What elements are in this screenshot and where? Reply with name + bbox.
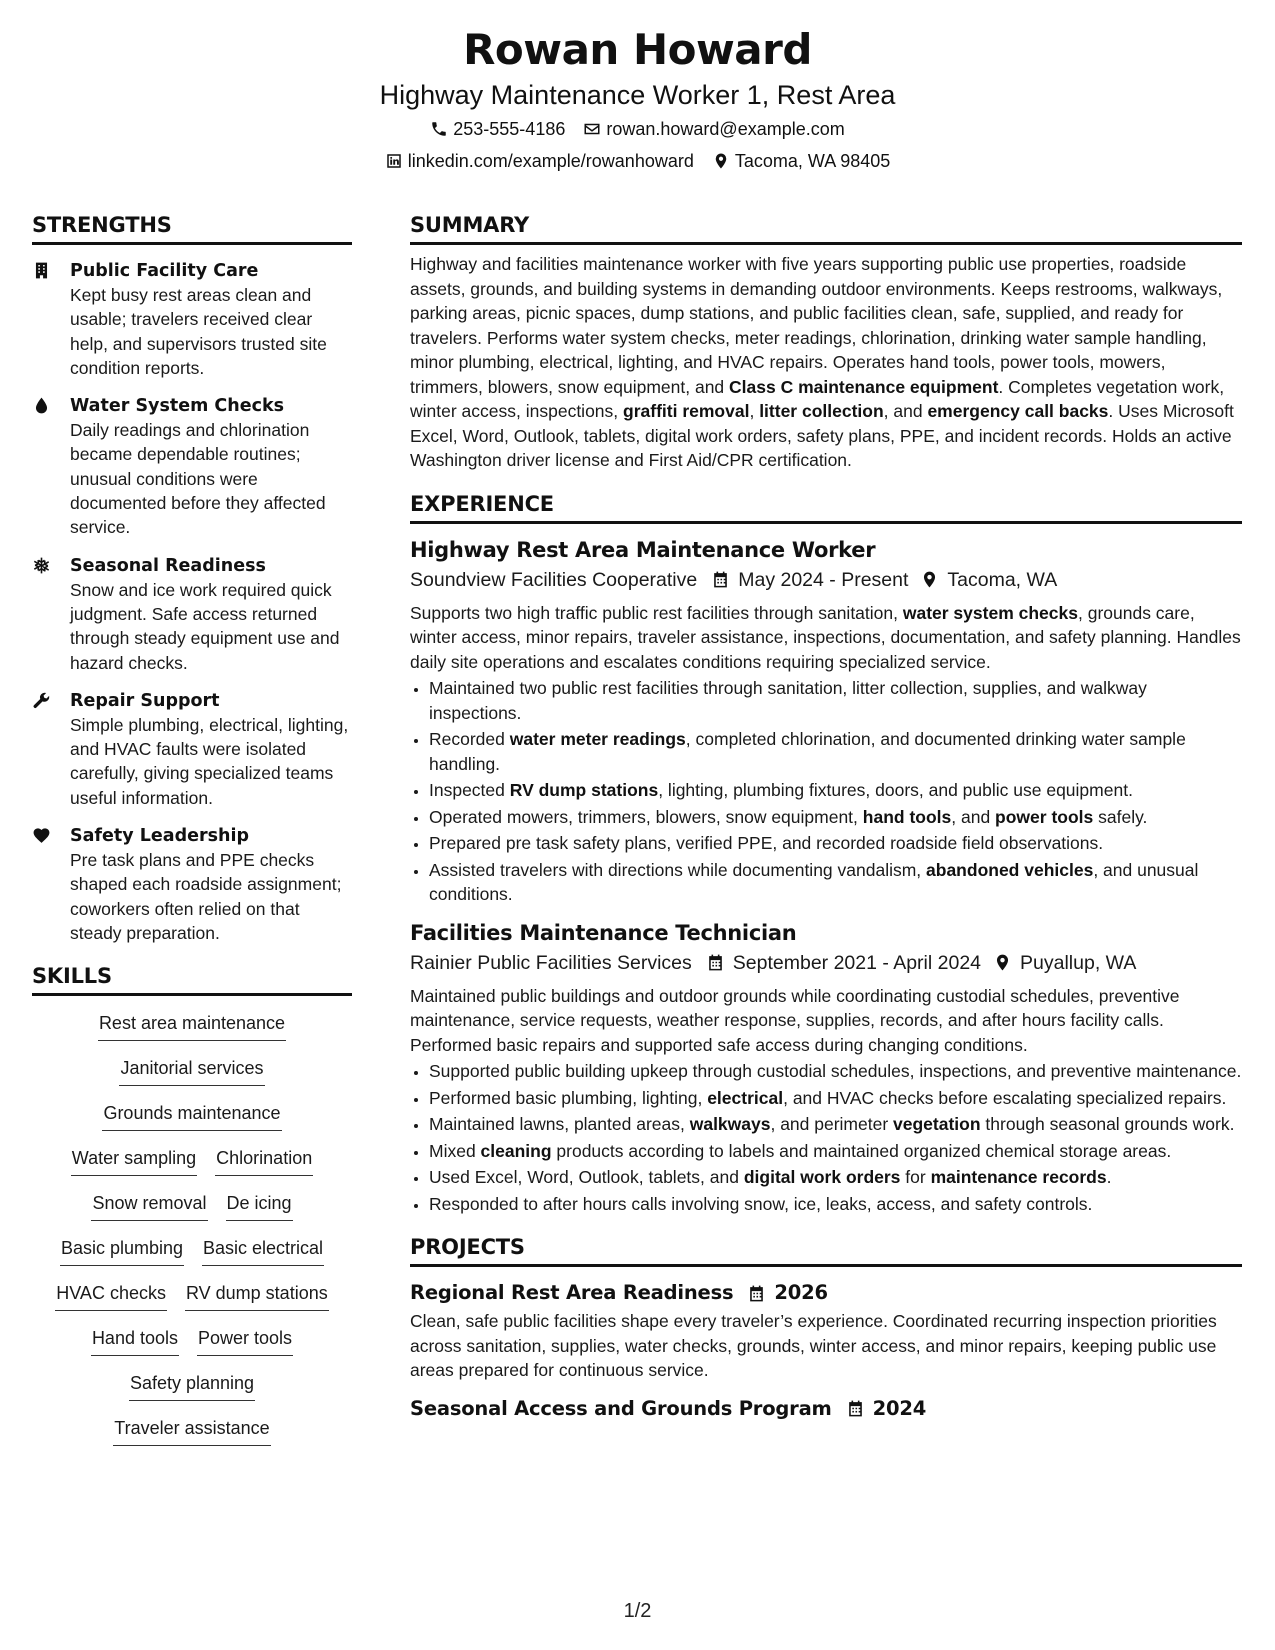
- map-pin-icon: [993, 953, 1012, 972]
- text-run: , and unusual conditions.: [429, 859, 1199, 904]
- job-bullet: [429, 1192, 1242, 1217]
- location-text: Tacoma, WA 98405: [734, 151, 891, 171]
- bold-text: Class C maintenance equipment: [729, 376, 999, 397]
- project-year: 2024: [872, 1396, 927, 1420]
- text-run: safely.: [1093, 806, 1148, 827]
- bold-text: hand tools: [862, 806, 952, 827]
- summary-rule: [410, 242, 1242, 245]
- job-location: Puyallup, WA: [1020, 951, 1137, 974]
- job-bullet: [429, 778, 1242, 803]
- job-bullets: [410, 1059, 1242, 1216]
- strengths-rule: [32, 242, 352, 245]
- strength-text: Daily readings and chlorination became dependable routines; unusual conditions were documented before they affected service.: [70, 420, 326, 538]
- strength-body: [70, 394, 352, 539]
- bold-text: litter collection: [759, 401, 884, 421]
- job-bullet: [429, 1165, 1242, 1190]
- skill-tag: Rest area maintenance: [98, 1010, 286, 1041]
- skill-row: [32, 1235, 352, 1280]
- contact-row-2: [0, 145, 1275, 177]
- text-run: , and HVAC checks before escalating specialized repairs.: [783, 1087, 1227, 1108]
- strength-item: [32, 554, 352, 675]
- strength-item: [32, 689, 352, 810]
- calendar-icon: [747, 1284, 766, 1303]
- skill-row: [32, 1415, 352, 1460]
- candidate-role: Highway Maintenance Worker 1, Rest Area: [379, 80, 896, 110]
- skill-tag: Janitorial services: [119, 1055, 264, 1086]
- strength-icon-wrap: [32, 824, 70, 945]
- resume-header: [0, 22, 1275, 177]
- contact-row-1: [0, 113, 1275, 145]
- snowflake-icon: [32, 556, 51, 575]
- job-entry: [410, 536, 1242, 907]
- bold-text: graffiti removal: [623, 401, 750, 421]
- skills-list: [32, 1010, 352, 1460]
- job-dates: September 2021 - April 2024: [732, 951, 982, 974]
- text-run: products according to labels and maintained organized chemical storage areas.: [551, 1140, 1172, 1161]
- linkedin-link[interactable]: linkedin.com/example/rowanhoward: [407, 151, 694, 171]
- right-column: [410, 212, 1242, 1423]
- text-run: Prepared pre task safety plans, verified PPE, and recorded roadside field observations.: [429, 833, 1104, 853]
- job-description: [410, 601, 1242, 675]
- phone-contact: [430, 113, 565, 145]
- strengths-list: [32, 259, 352, 945]
- job-bullet: [429, 1112, 1242, 1137]
- bold-text: abandoned vehicles: [926, 859, 1094, 880]
- bold-text: electrical: [707, 1087, 784, 1108]
- project-entry: [410, 1279, 1242, 1383]
- experience-heading: EXPERIENCE: [410, 491, 554, 516]
- text-run: , grounds care, winter access, minor repairs, traveler assistance, inspections, documentation, and safety planning. Handles daily site operations and escalates conditions requiring specialized service.: [410, 602, 1241, 672]
- job-company: Rainier Public Facilities Services: [410, 951, 692, 974]
- strength-text: Snow and ice work required quick judgment. Safe access returned through steady equipment use and hazard checks.: [70, 579, 340, 673]
- job-bullet: [429, 805, 1242, 830]
- text-run: . Completes vegetation work, winter access, inspections,: [410, 376, 1225, 421]
- job-bullet: [429, 858, 1242, 907]
- strengths-heading: STRENGTHS: [32, 213, 172, 237]
- project-text: Clean, safe public facilities shape every traveler’s experience. Coordinated recurring inspection priorities across sanitation, supplies, water checks, grounds, winter access, and minor repairs, keeping public use areas prepared for continuous service.: [410, 1311, 1217, 1380]
- skill-tag: HVAC checks: [55, 1280, 167, 1311]
- project-entry: [410, 1395, 1242, 1423]
- skill-row: [32, 1145, 352, 1190]
- projects-list: [410, 1279, 1242, 1423]
- phone-icon: [430, 120, 448, 138]
- candidate-name: Rowan Howard: [463, 25, 812, 74]
- job-description: [410, 984, 1242, 1058]
- skill-tag: De icing: [226, 1190, 293, 1221]
- job-meta: [410, 948, 1242, 978]
- strength-title: Water System Checks: [70, 396, 285, 417]
- text-run: .: [1106, 1167, 1112, 1187]
- skill-row: [32, 1325, 352, 1370]
- text-run: , and: [883, 401, 928, 421]
- location-contact: [712, 145, 890, 177]
- skill-tag: Basic electrical: [202, 1235, 324, 1266]
- calendar-icon: [706, 953, 725, 972]
- text-run: Inspected: [429, 780, 510, 800]
- project-title: Seasonal Access and Grounds Program: [410, 1396, 832, 1420]
- summary-text: [410, 252, 1242, 473]
- strength-body: [70, 554, 352, 675]
- text-run: Used Excel, Word, Outlook, tablets, and: [429, 1167, 744, 1187]
- bold-text: cleaning: [480, 1140, 552, 1161]
- email-contact[interactable]: [583, 113, 844, 145]
- strength-item: [32, 824, 352, 945]
- text-run: Mixed: [429, 1140, 481, 1161]
- job-bullet: [429, 831, 1242, 856]
- bold-text: emergency call backs: [927, 401, 1109, 421]
- job-bullet: [429, 1059, 1242, 1084]
- job-location: Tacoma, WA: [947, 568, 1058, 591]
- phone-text: 253-555-4186: [453, 119, 566, 139]
- skill-tag: Water sampling: [71, 1145, 197, 1176]
- strength-icon-wrap: [32, 259, 70, 380]
- text-run: Maintained public buildings and outdoor grounds while coordinating custodial schedules, preventive maintenance, service requests, weather response, supplies, records, and after hours facility calls. Performed basic repairs and supported safe access during changing conditions.: [410, 985, 1180, 1055]
- building-icon: [32, 261, 51, 280]
- skill-row: [32, 1280, 352, 1325]
- strength-body: [70, 259, 352, 380]
- text-run: . Uses Microsoft Excel, Word, Outlook, tablets, digital work orders, safety plans, PPE, and incident records. Holds an active Washington driver license and First Aid/CPR certification.: [410, 401, 1234, 470]
- left-column: [32, 212, 352, 1460]
- projects-rule: [410, 1264, 1242, 1267]
- project-year: 2026: [774, 1281, 828, 1304]
- job-bullet: [429, 727, 1242, 776]
- text-run: Maintained lawns, planted areas,: [429, 1114, 690, 1134]
- strength-text: Kept busy rest areas clean and usable; travelers received clear help, and supervisors trusted site condition reports.: [70, 285, 327, 378]
- skills-heading: SKILLS: [32, 964, 112, 989]
- heart-icon: [32, 826, 51, 845]
- skill-row: [32, 1370, 352, 1415]
- text-run: , lighting, plumbing fixtures, doors, and public use equipment.: [658, 780, 1133, 800]
- page-number: 1/2: [623, 1600, 652, 1622]
- envelope-icon: [583, 120, 601, 138]
- strength-body: [70, 824, 352, 945]
- strength-title: Public Facility Care: [70, 261, 259, 281]
- bold-text: water meter readings: [509, 729, 686, 749]
- experience-rule: [410, 521, 1242, 524]
- text-run: Supported public building upkeep through custodial schedules, inspections, and preventive maintenance.: [429, 1061, 1242, 1081]
- email-link[interactable]: rowan.howard@example.com: [606, 119, 845, 139]
- strength-body: [70, 689, 352, 810]
- strength-icon-wrap: [32, 554, 70, 675]
- skill-tag: Grounds maintenance: [102, 1100, 281, 1131]
- text-run: , and: [951, 806, 996, 827]
- job-bullet: [429, 676, 1242, 725]
- strength-item: [32, 259, 352, 380]
- calendar-icon: [846, 1399, 865, 1418]
- projects-heading: PROJECTS: [410, 1235, 525, 1259]
- skill-tag: Basic plumbing: [60, 1235, 184, 1266]
- strength-text: Pre task plans and PPE checks shaped each roadside assignment; coworkers often relied on that steady preparation.: [70, 850, 342, 943]
- calendar-icon: [711, 570, 730, 589]
- skill-tag: RV dump stations: [185, 1280, 329, 1311]
- skill-row: [32, 1010, 352, 1055]
- map-pin-icon: [712, 152, 730, 170]
- text-run: Highway and facilities maintenance worker with five years supporting public use properties, roadside assets, grounds, and building systems in demanding outdoor environments. Keeps restrooms, walkways, parking areas, picnic spaces, dump stations, and public facilities clean, safe, supplied, and ready for travelers. Performs water system checks, meter readings, chlorination, drinking water sample handling, minor plumbing, electrical, lighting, and HVAC repairs. Operates hand tools, power tools, mowers, trimmers, blowers, snow equipment, and: [410, 254, 1223, 397]
- bold-text: water system checks: [902, 602, 1078, 623]
- skill-row: [32, 1190, 352, 1235]
- job-bullet: [429, 1139, 1242, 1164]
- strength-item: [32, 394, 352, 539]
- text-run: , completed chlorination, and documented drinking water sample handling.: [429, 729, 1186, 774]
- job-title: Facilities Maintenance Technician: [410, 920, 797, 945]
- skill-tag: Traveler assistance: [113, 1415, 270, 1446]
- map-pin-icon: [920, 570, 939, 589]
- text-run: Responded to after hours calls involving snow, ice, leaks, access, and safety controls.: [429, 1193, 1093, 1214]
- bold-text: power tools: [995, 806, 1094, 827]
- job-company: Soundview Facilities Cooperative: [410, 568, 698, 591]
- strength-text: Simple plumbing, electrical, lighting, and HVAC faults were isolated carefully, giving specialized teams useful information.: [70, 714, 349, 808]
- skill-tag: Snow removal: [91, 1190, 207, 1221]
- job-entry: [410, 919, 1242, 1217]
- text-run: Performed basic plumbing, lighting,: [429, 1087, 708, 1108]
- project-header: [410, 1279, 1242, 1307]
- text-run: Recorded: [429, 729, 510, 749]
- text-run: Supports two high traffic public rest facilities through sanitation,: [410, 602, 903, 623]
- linkedin-contact[interactable]: [385, 145, 694, 177]
- strength-icon-wrap: [32, 394, 70, 539]
- jobs-list: [410, 536, 1242, 1217]
- strength-title: Repair Support: [70, 690, 220, 711]
- text-run: for: [900, 1167, 931, 1187]
- strength-icon-wrap: [32, 689, 70, 810]
- bold-text: RV dump stations: [509, 780, 659, 800]
- job-bullet: [429, 1086, 1242, 1111]
- strength-title: Seasonal Readiness: [70, 555, 266, 576]
- skill-tag: Chlorination: [215, 1145, 313, 1176]
- summary-heading: SUMMARY: [410, 213, 530, 237]
- linkedin-icon: [385, 152, 403, 170]
- skill-row: [32, 1055, 352, 1100]
- droplet-icon: [32, 396, 51, 415]
- job-title: Highway Rest Area Maintenance Worker: [410, 537, 876, 562]
- bold-text: digital work orders: [743, 1167, 901, 1187]
- bold-text: maintenance records: [930, 1167, 1107, 1187]
- skill-row: [32, 1100, 352, 1145]
- text-run: Assisted travelers with directions while documenting vandalism,: [429, 859, 927, 880]
- text-run: through seasonal grounds work.: [980, 1114, 1235, 1134]
- skill-tag: Safety planning: [129, 1370, 255, 1401]
- skill-tag: Hand tools: [91, 1325, 179, 1356]
- bold-text: walkways: [689, 1114, 771, 1134]
- text-run: ,: [749, 401, 760, 421]
- project-header: [410, 1395, 1242, 1423]
- job-dates: May 2024 - Present: [738, 568, 909, 591]
- strength-title: Safety Leadership: [70, 826, 250, 847]
- skill-tag: Power tools: [197, 1325, 293, 1356]
- bold-text: vegetation: [893, 1114, 981, 1134]
- job-meta: [410, 565, 1242, 595]
- wrench-icon: [32, 691, 51, 710]
- project-title: Regional Rest Area Readiness: [410, 1281, 734, 1304]
- text-run: Maintained two public rest facilities through sanitation, litter collection, supplies, and walkway inspections.: [429, 678, 1147, 723]
- job-bullets: [410, 676, 1242, 907]
- skills-rule: [32, 993, 352, 996]
- text-run: Operated mowers, trimmers, blowers, snow equipment,: [429, 806, 863, 827]
- text-run: , and perimeter: [770, 1114, 894, 1134]
